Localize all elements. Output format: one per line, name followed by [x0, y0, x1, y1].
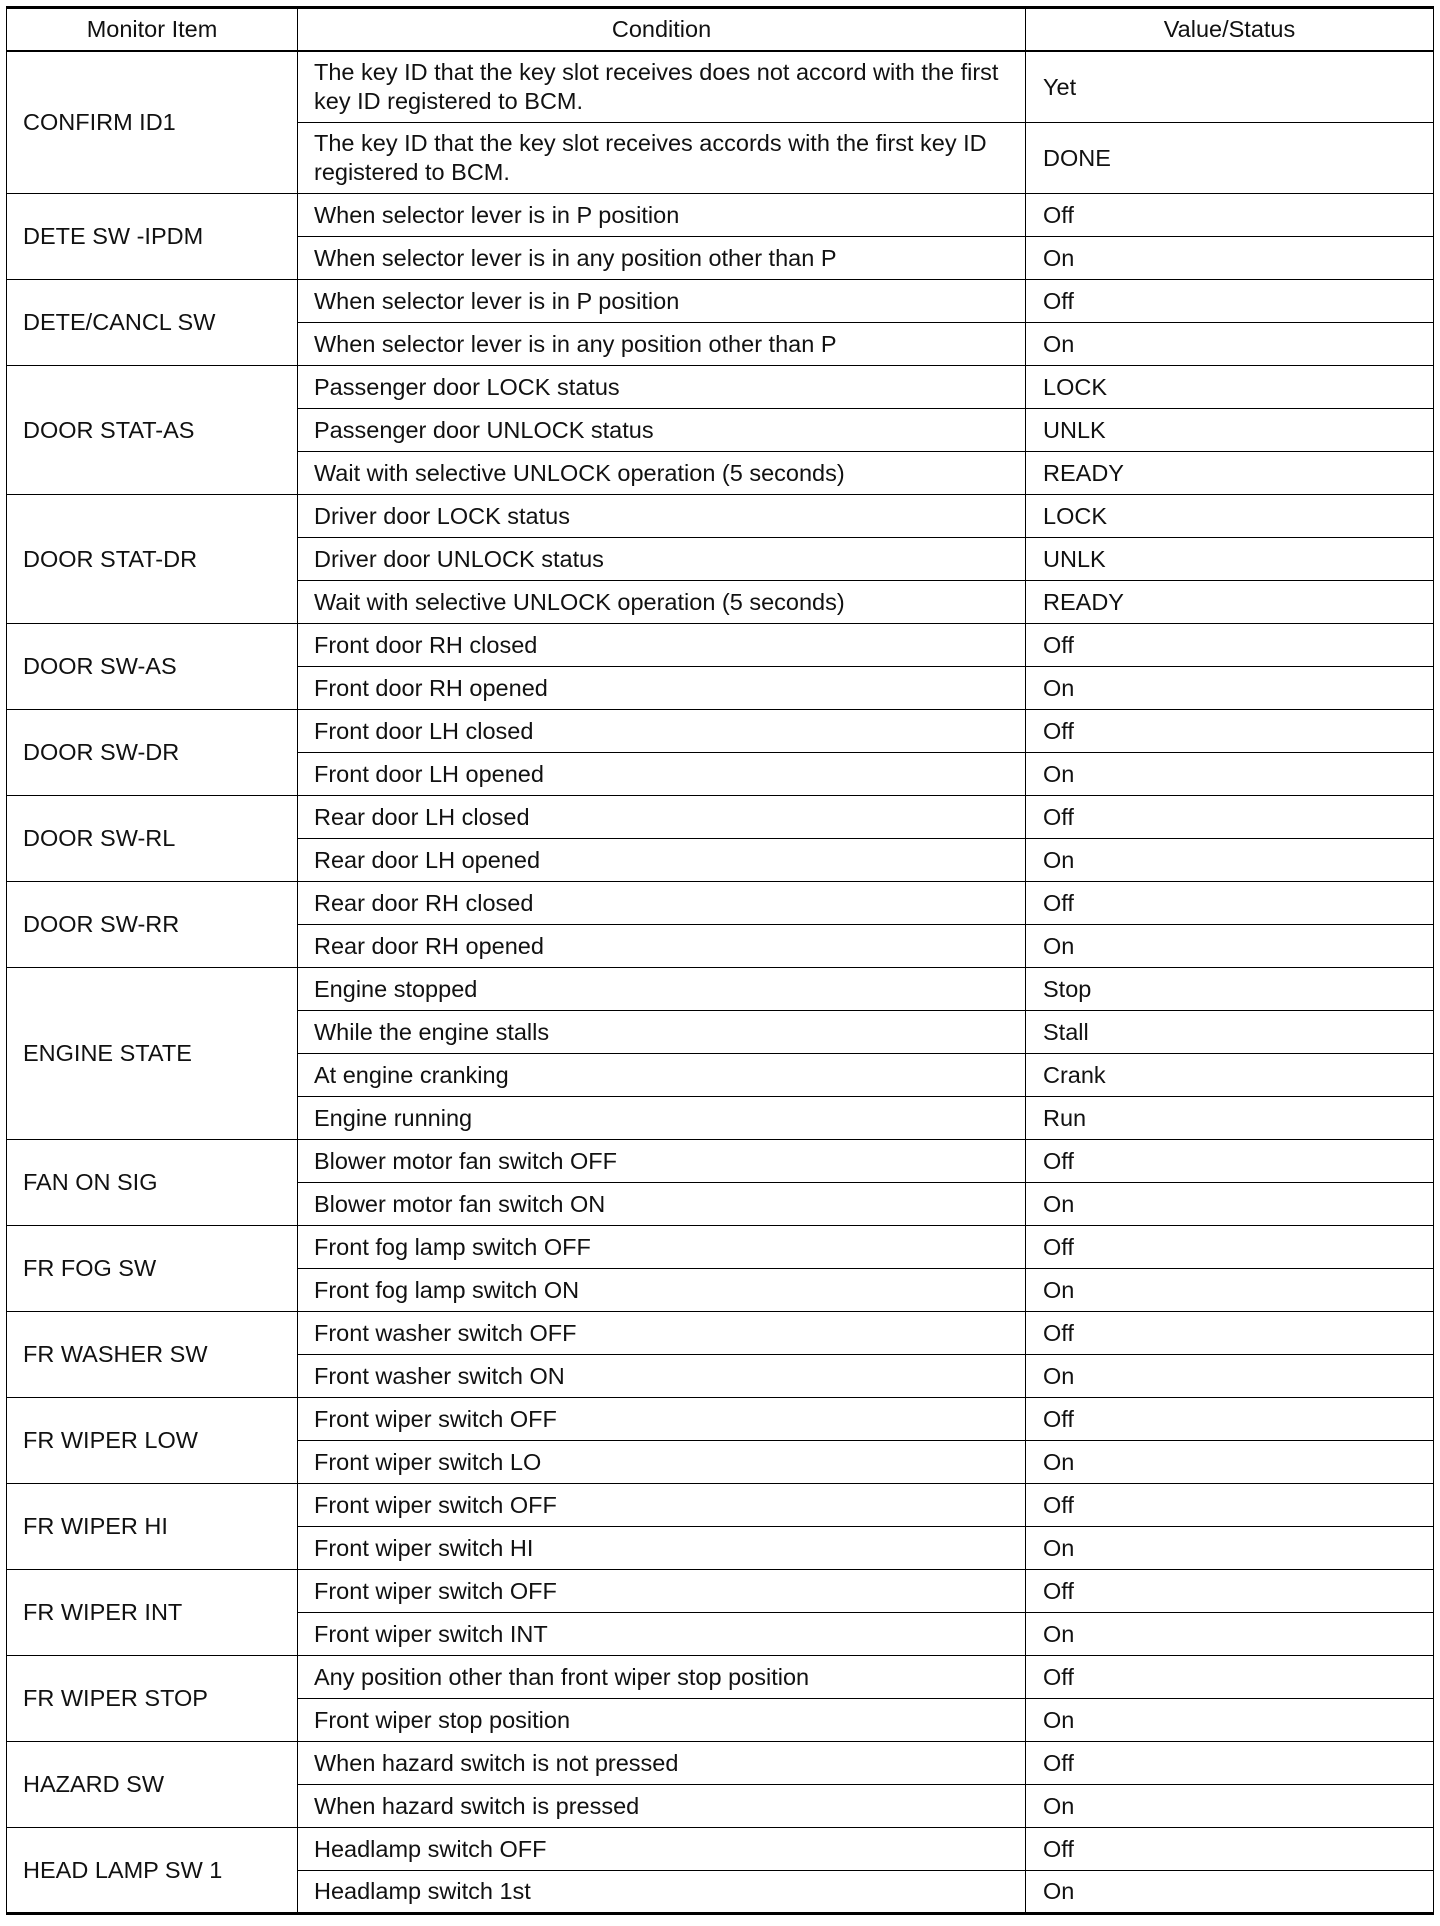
- monitor-item-cell: FAN ON SIG: [7, 1140, 298, 1226]
- condition-cell: Headlamp switch 1st: [298, 1871, 1026, 1914]
- monitor-item-cell: DOOR SW-RL: [7, 796, 298, 882]
- monitor-item-cell: FR WIPER HI: [7, 1484, 298, 1570]
- condition-cell: Wait with selective UNLOCK operation (5 seconds): [298, 452, 1026, 495]
- header-monitor-item: Monitor Item: [7, 8, 298, 52]
- value-status-cell: On: [1026, 753, 1434, 796]
- condition-cell: When selector lever is in P position: [298, 194, 1026, 237]
- monitor-item-cell: FR WIPER INT: [7, 1570, 298, 1656]
- table-row: [7, 1656, 1434, 1699]
- condition-cell: When selector lever is in any position other than P: [298, 237, 1026, 280]
- value-status-cell: LOCK: [1026, 495, 1434, 538]
- value-status-cell: On: [1026, 925, 1434, 968]
- monitor-item-cell: ENGINE STATE: [7, 968, 298, 1140]
- value-status-cell: READY: [1026, 581, 1434, 624]
- table-body: [7, 51, 1434, 1914]
- table-row: [7, 1312, 1434, 1355]
- monitor-item-cell: DOOR STAT-DR: [7, 495, 298, 624]
- condition-cell: Front wiper switch OFF: [298, 1398, 1026, 1441]
- condition-cell: Passenger door UNLOCK status: [298, 409, 1026, 452]
- value-status-cell: DONE: [1026, 123, 1434, 194]
- condition-cell: Front door RH opened: [298, 667, 1026, 710]
- value-status-cell: Run: [1026, 1097, 1434, 1140]
- monitor-item-cell: DOOR SW-DR: [7, 710, 298, 796]
- condition-cell: Front fog lamp switch OFF: [298, 1226, 1026, 1269]
- condition-cell: Rear door LH closed: [298, 796, 1026, 839]
- table-row: [7, 624, 1434, 667]
- table-header: [7, 8, 1434, 52]
- table-row: [7, 1828, 1434, 1871]
- monitor-item-cell: FR WIPER LOW: [7, 1398, 298, 1484]
- monitor-item-cell: DOOR STAT-AS: [7, 366, 298, 495]
- monitor-item-cell: FR WASHER SW: [7, 1312, 298, 1398]
- condition-cell: Any position other than front wiper stop position: [298, 1656, 1026, 1699]
- value-status-cell: On: [1026, 1441, 1434, 1484]
- value-status-cell: On: [1026, 1183, 1434, 1226]
- condition-cell: Rear door RH opened: [298, 925, 1026, 968]
- value-status-cell: Yet: [1026, 51, 1434, 123]
- table-row: [7, 1570, 1434, 1613]
- value-status-cell: Off: [1026, 1484, 1434, 1527]
- value-status-cell: READY: [1026, 452, 1434, 495]
- value-status-cell: On: [1026, 1355, 1434, 1398]
- value-status-cell: UNLK: [1026, 409, 1434, 452]
- monitor-item-cell: DOOR SW-AS: [7, 624, 298, 710]
- condition-cell: Engine running: [298, 1097, 1026, 1140]
- condition-cell: Headlamp switch OFF: [298, 1828, 1026, 1871]
- table-row: [7, 1226, 1434, 1269]
- value-status-cell: Off: [1026, 1312, 1434, 1355]
- table-row: [7, 1484, 1434, 1527]
- condition-cell: Front fog lamp switch ON: [298, 1269, 1026, 1312]
- table-row: [7, 495, 1434, 538]
- table-row: [7, 796, 1434, 839]
- condition-cell: Front wiper switch HI: [298, 1527, 1026, 1570]
- table-row: [7, 280, 1434, 323]
- condition-cell: Passenger door LOCK status: [298, 366, 1026, 409]
- value-status-cell: On: [1026, 1613, 1434, 1656]
- monitor-item-cell: DETE/CANCL SW: [7, 280, 298, 366]
- condition-cell: Front wiper stop position: [298, 1699, 1026, 1742]
- condition-cell: Wait with selective UNLOCK operation (5 seconds): [298, 581, 1026, 624]
- condition-cell: Rear door RH closed: [298, 882, 1026, 925]
- value-status-cell: On: [1026, 237, 1434, 280]
- value-status-cell: Off: [1026, 1398, 1434, 1441]
- table-row: [7, 1140, 1434, 1183]
- condition-cell: Driver door UNLOCK status: [298, 538, 1026, 581]
- value-status-cell: On: [1026, 667, 1434, 710]
- table-row: [7, 710, 1434, 753]
- monitor-item-cell: DETE SW -IPDM: [7, 194, 298, 280]
- condition-cell: When selector lever is in any position other than P: [298, 323, 1026, 366]
- value-status-cell: Off: [1026, 624, 1434, 667]
- value-status-cell: On: [1026, 839, 1434, 882]
- monitor-item-cell: CONFIRM ID1: [7, 51, 298, 194]
- condition-cell: The key ID that the key slot receives does not accord with the first key ID registered to BCM.: [298, 51, 1026, 123]
- condition-cell: Front washer switch ON: [298, 1355, 1026, 1398]
- monitor-item-cell: DOOR SW-RR: [7, 882, 298, 968]
- value-status-cell: On: [1026, 323, 1434, 366]
- condition-cell: When hazard switch is not pressed: [298, 1742, 1026, 1785]
- condition-cell: When selector lever is in P position: [298, 280, 1026, 323]
- header-row: [7, 8, 1434, 52]
- monitor-item-cell: FR WIPER STOP: [7, 1656, 298, 1742]
- table-row: [7, 51, 1434, 123]
- condition-cell: Blower motor fan switch OFF: [298, 1140, 1026, 1183]
- value-status-cell: Off: [1026, 796, 1434, 839]
- value-status-cell: On: [1026, 1699, 1434, 1742]
- condition-cell: The key ID that the key slot receives accords with the first key ID registered to BCM.: [298, 123, 1026, 194]
- monitor-item-cell: FR FOG SW: [7, 1226, 298, 1312]
- monitor-item-cell: HEAD LAMP SW 1: [7, 1828, 298, 1914]
- condition-cell: Blower motor fan switch ON: [298, 1183, 1026, 1226]
- value-status-cell: Off: [1026, 710, 1434, 753]
- value-status-cell: Off: [1026, 1570, 1434, 1613]
- value-status-cell: Stall: [1026, 1011, 1434, 1054]
- value-status-cell: On: [1026, 1871, 1434, 1914]
- table-row: [7, 194, 1434, 237]
- condition-cell: When hazard switch is pressed: [298, 1785, 1026, 1828]
- condition-cell: Front wiper switch INT: [298, 1613, 1026, 1656]
- condition-cell: Front door LH closed: [298, 710, 1026, 753]
- condition-cell: Engine stopped: [298, 968, 1026, 1011]
- monitor-table: [6, 6, 1434, 1915]
- value-status-cell: LOCK: [1026, 366, 1434, 409]
- condition-cell: Front washer switch OFF: [298, 1312, 1026, 1355]
- condition-cell: Driver door LOCK status: [298, 495, 1026, 538]
- condition-cell: Front wiper switch OFF: [298, 1484, 1026, 1527]
- condition-cell: Front wiper switch OFF: [298, 1570, 1026, 1613]
- value-status-cell: Off: [1026, 1742, 1434, 1785]
- condition-cell: Front wiper switch LO: [298, 1441, 1026, 1484]
- value-status-cell: UNLK: [1026, 538, 1434, 581]
- value-status-cell: Off: [1026, 1828, 1434, 1871]
- value-status-cell: On: [1026, 1527, 1434, 1570]
- value-status-cell: Off: [1026, 194, 1434, 237]
- condition-cell: Front door RH closed: [298, 624, 1026, 667]
- value-status-cell: Off: [1026, 882, 1434, 925]
- table-row: [7, 968, 1434, 1011]
- monitor-item-cell: HAZARD SW: [7, 1742, 298, 1828]
- table-row: [7, 366, 1434, 409]
- value-status-cell: Crank: [1026, 1054, 1434, 1097]
- header-condition: Condition: [298, 8, 1026, 52]
- condition-cell: Front door LH opened: [298, 753, 1026, 796]
- table-row: [7, 1742, 1434, 1785]
- value-status-cell: On: [1026, 1269, 1434, 1312]
- value-status-cell: Off: [1026, 1656, 1434, 1699]
- condition-cell: While the engine stalls: [298, 1011, 1026, 1054]
- table-row: [7, 1398, 1434, 1441]
- header-value-status: Value/Status: [1026, 8, 1434, 52]
- condition-cell: Rear door LH opened: [298, 839, 1026, 882]
- value-status-cell: Off: [1026, 1226, 1434, 1269]
- condition-cell: At engine cranking: [298, 1054, 1026, 1097]
- value-status-cell: On: [1026, 1785, 1434, 1828]
- value-status-cell: Off: [1026, 1140, 1434, 1183]
- table-row: [7, 882, 1434, 925]
- value-status-cell: Stop: [1026, 968, 1434, 1011]
- value-status-cell: Off: [1026, 280, 1434, 323]
